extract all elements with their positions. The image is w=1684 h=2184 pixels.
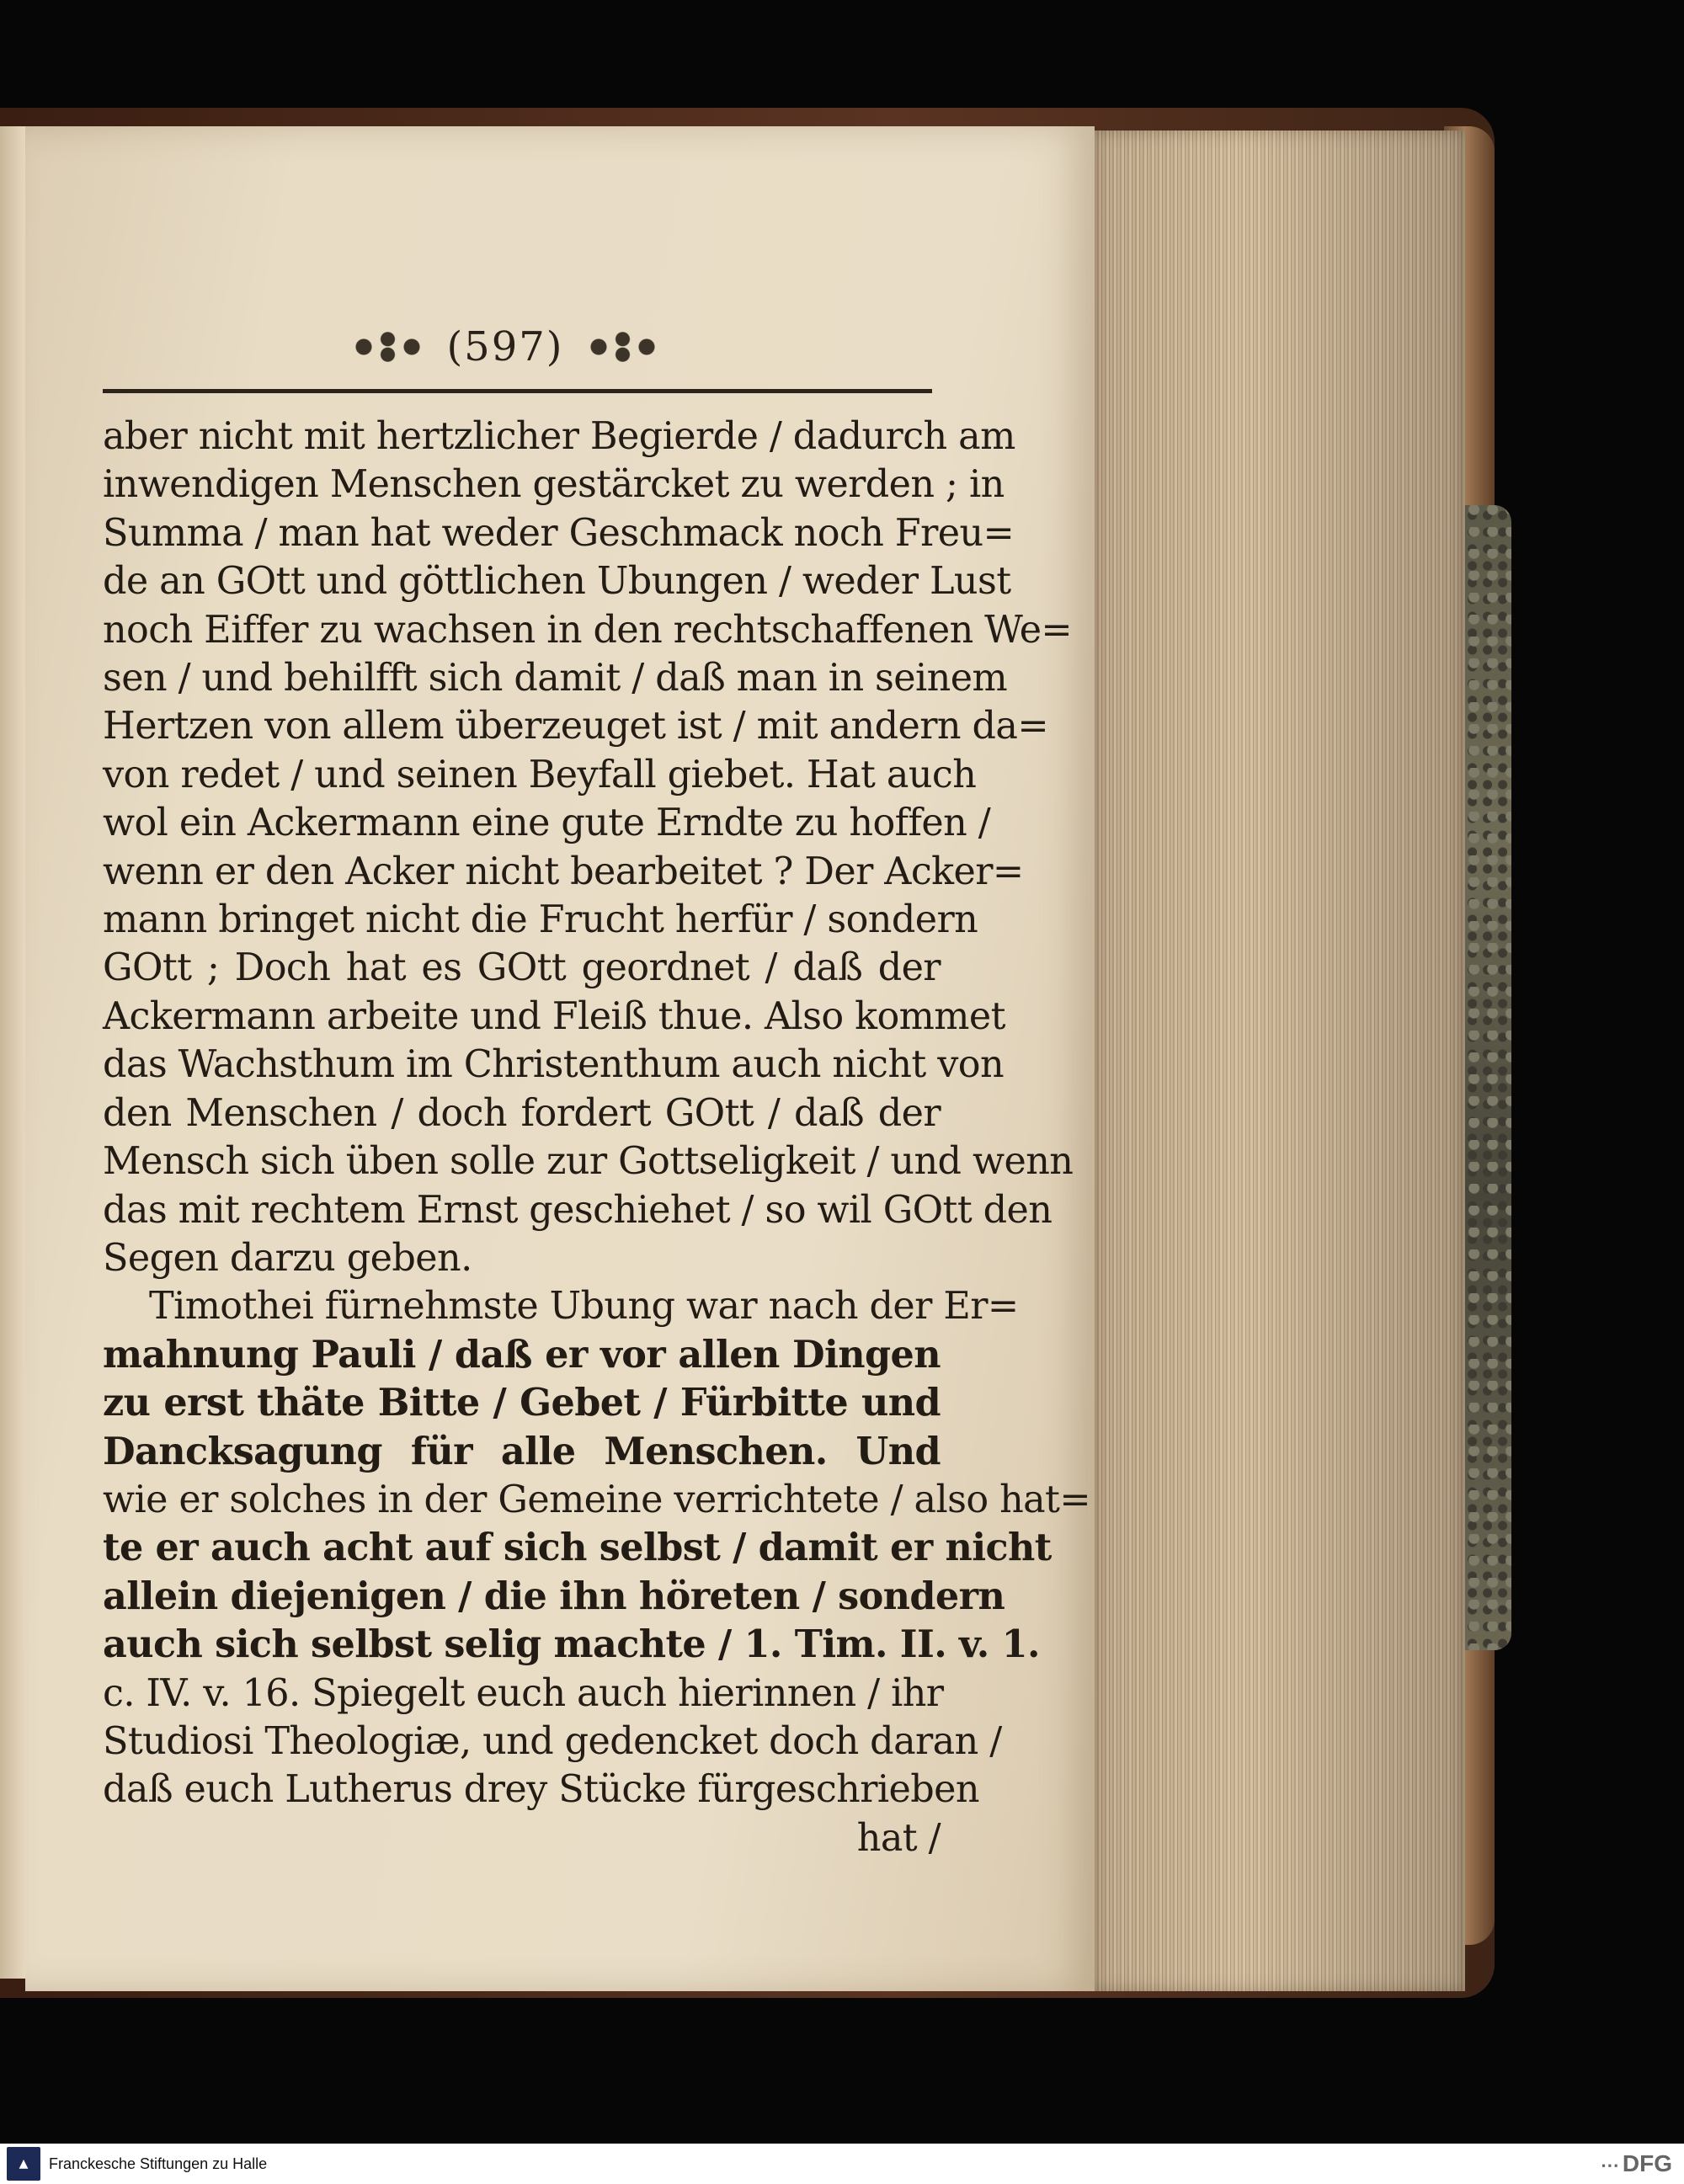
book-page bbox=[25, 126, 1095, 1991]
text-line: das Wachsthum im Christenthum auch nicht von bbox=[103, 1043, 1005, 1087]
text-line: Ackermann arbeite und Fleiß thue. Also kommet bbox=[103, 994, 1005, 1038]
header-rule bbox=[103, 389, 932, 393]
dfg-label: DFG bbox=[1622, 2150, 1672, 2176]
text-line: zu erst thäte Bitte / Gebet / Fürbitte und bbox=[103, 1381, 941, 1425]
text-line: von redet / und seinen Beyfall giebet. Hat auch bbox=[103, 753, 977, 796]
text-line: aber nicht mit hertzlicher Begierde / dadurch am bbox=[103, 415, 1015, 458]
text-line: hat / bbox=[856, 1816, 941, 1860]
dfg-dots-icon: ⋯ bbox=[1600, 2155, 1617, 2176]
text-line: Segen darzu geben. bbox=[103, 1236, 472, 1280]
text-line: sen / und behilfft sich damit / daß man in seinem bbox=[103, 657, 1008, 700]
text-line: auch sich selbst selig machte / 1. Tim. II. v. 1. bbox=[103, 1622, 1040, 1667]
text-line: Hertzen von allem überzeuget ist / mit andern da= bbox=[103, 705, 1049, 748]
text-line: te er auch acht auf sich selbst / damit er nicht bbox=[103, 1526, 1052, 1570]
text-line: den Menschen / doch fordert GOtt / daß der bbox=[103, 1091, 941, 1135]
text-line: wenn er den Acker nicht bearbeitet ? Der Acker= bbox=[103, 850, 1024, 893]
page-number: (597) bbox=[446, 323, 564, 370]
text-line: GOtt ; Doch hat es GOtt geordnet / daß der bbox=[103, 946, 941, 990]
text-line: wie er solches in der Gemeine verrichtete / also hat= bbox=[103, 1478, 1091, 1521]
text-line: allein diejenigen / die ihn höreten / sondern bbox=[103, 1574, 1005, 1618]
institution-name: Franckesche Stiftungen zu Halle bbox=[49, 2155, 268, 2172]
dfg-logo bbox=[1601, 2150, 1684, 2177]
previous-page-edge bbox=[0, 126, 25, 1979]
text-line: Studiosi Theologiæ, und gedencket doch daran / bbox=[103, 1719, 1002, 1763]
text-line: wol ein Ackermann eine gute Erndte zu hoffen / bbox=[103, 802, 991, 845]
franckesche-stiftungen-logo-icon: ▲ bbox=[7, 2147, 40, 2181]
text-line: noch Eiffer zu wachsen in den rechtschaffenen We= bbox=[103, 608, 1073, 652]
footer-institution bbox=[0, 2147, 267, 2181]
page-text bbox=[103, 413, 1091, 1862]
text-line: das mit rechtem Ernst geschiehet / so wil GOtt den bbox=[103, 1188, 1052, 1232]
text-line: de an GOtt und göttlichen Ubungen / weder Lust bbox=[103, 560, 1011, 604]
text-line: Summa / man hat weder Geschmack noch Freu= bbox=[103, 511, 1015, 555]
text-line: mann bringet nicht die Frucht herfür / sondern bbox=[103, 898, 978, 942]
footer-bar bbox=[0, 2144, 1684, 2184]
text-line: mahnung Pauli / daß er vor allen Dingen bbox=[103, 1332, 941, 1377]
ornament-left-icon bbox=[348, 328, 428, 366]
text-line: inwendigen Menschen gestärcket zu werden ; in bbox=[103, 463, 1005, 507]
page-header bbox=[337, 313, 674, 381]
page-block-shade bbox=[1095, 131, 1465, 1991]
text-line: Timothei fürnehmste Ubung war nach der Er= bbox=[149, 1285, 1019, 1329]
text-line: Mensch sich üben solle zur Gottseligkeit / und wenn bbox=[103, 1140, 1074, 1184]
text-line: daß euch Lutherus drey Stücke fürgeschrieben bbox=[103, 1768, 979, 1812]
text-line: Dancksagung für alle Menschen. Und bbox=[103, 1429, 941, 1473]
text-line: c. IV. v. 16. Spiegelt euch auch hierinnen / ihr bbox=[103, 1671, 944, 1715]
ornament-right-icon bbox=[583, 328, 663, 366]
